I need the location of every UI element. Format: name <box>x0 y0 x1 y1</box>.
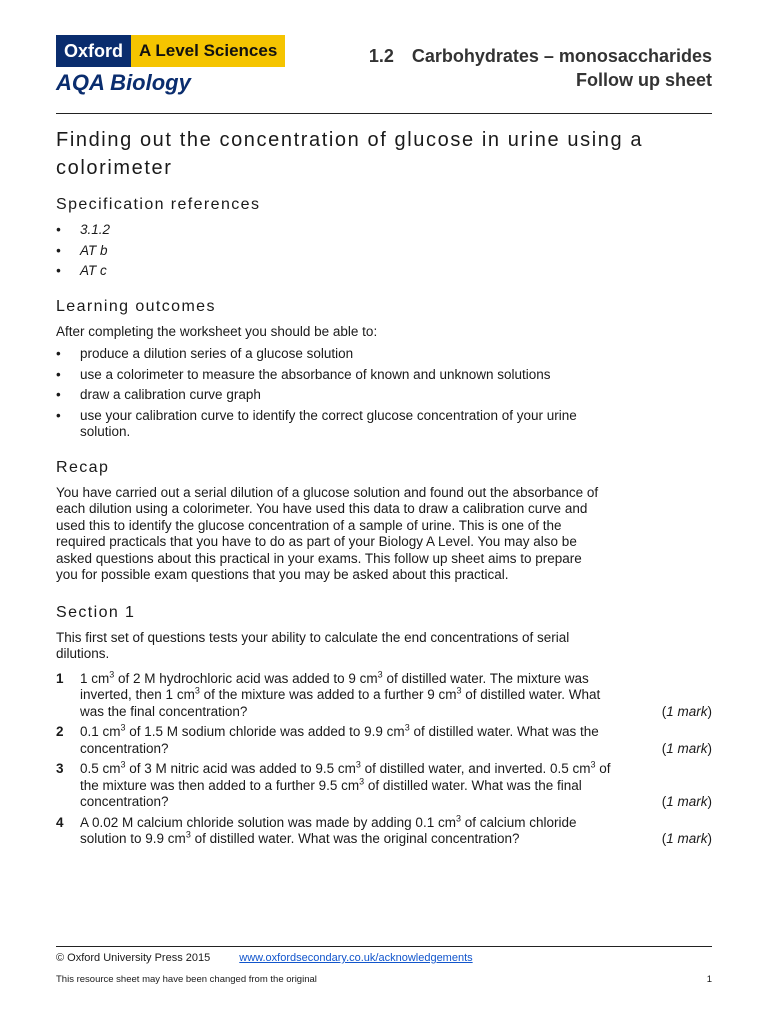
recap-heading: Recap <box>56 458 110 476</box>
logo-a-level-sciences: A Level Sciences <box>131 35 285 67</box>
question-mark: (1 mark) <box>661 831 712 846</box>
footer-copyright-row <box>56 952 712 964</box>
question-number: 1 <box>56 670 64 686</box>
logo-oxford: Oxford <box>56 35 131 67</box>
topic-title: Carbohydrates – monosaccharides <box>411 46 712 66</box>
footer-divider <box>56 946 712 947</box>
copyright-text: © Oxford University Press 2015 <box>56 952 211 964</box>
question-text: A 0.02 M calcium chloride solution was made by adding 0.1 $cm^3$ of calcium chloride solution to 9.9 $cm^3$ of distilled water. What was the original concentration? <box>80 813 577 846</box>
spec-list <box>56 222 712 280</box>
question-list <box>56 671 712 848</box>
question-mark: (1 mark) <box>661 703 712 719</box>
outcomes-intro: After completing the worksheet you should be able to: <box>56 323 378 339</box>
question-item <box>56 815 712 848</box>
question-number: 3 <box>56 761 64 776</box>
outcomes-heading: Learning outcomes <box>56 297 216 315</box>
section1-intro: This first set of questions tests your ability to calculate the end concentrations of serial dilutions. <box>56 629 570 661</box>
question-item <box>56 761 712 811</box>
outcome-item: • use a colorimeter to measure the absorbance of known and unknown solutions <box>56 367 712 384</box>
spec-item: • AT b <box>56 243 712 260</box>
spec-heading: Specification references <box>56 196 261 213</box>
page-title: Finding out the concentration of glucose in urine using a colorimeter <box>56 129 644 179</box>
spec-item: • 3.1.2 <box>56 222 712 239</box>
recap-text: You have carried out a serial dilution of a glucose solution and found out the absorbance of each dilution using a colorimeter. You have used this data to draw a calibration curve and used this to identify the glucose concentration of a sample of urine. This is one of the required practicals that you have to do as part of your Biology A Level. You may also be asked questions about this practical in your exams. This follow up sheet aims to prepare you for possible exam questions that you may be asked about this practical. <box>56 484 599 582</box>
subject-title: AQA Biology <box>56 70 191 95</box>
footer-note-row <box>56 974 712 985</box>
footer-note: This resource sheet may have been changed from the original <box>56 974 317 985</box>
topic-number: 1.2 <box>368 46 394 66</box>
sheet-type: Follow up sheet <box>575 70 712 90</box>
question-text: 0.5 $cm^3$ of 3 M nitric acid was added to 9.5 $cm^3$ of distilled water, and inverted. 0.5 $cm^3$ of the mixture was then added to a further 9.5 $cm^3$ of distilled water. What was the final concentration? <box>80 759 611 809</box>
outcomes-list <box>56 346 712 441</box>
question-number: 4 <box>56 814 64 830</box>
spec-item: • AT c <box>56 263 712 280</box>
question-text: 0.1 $cm^3$ of 1.5 M sodium chloride was added to 9.9 $cm^3$ of distilled water. What was the concentration? <box>80 722 599 756</box>
section1-heading: Section 1 <box>56 603 136 621</box>
question-mark: (1 mark) <box>661 740 712 756</box>
topic-header <box>369 44 712 92</box>
acknowledgements-link[interactable]: www.oxfordsecondary.co.uk/acknowledgements <box>239 952 473 964</box>
outcome-item: • produce a dilution series of a glucose solution <box>56 346 712 363</box>
question-item <box>56 724 712 757</box>
question-number: 2 <box>56 724 64 739</box>
header-divider <box>56 113 712 114</box>
page-number: 1 <box>706 974 712 985</box>
oxford-logo <box>56 35 285 67</box>
question-text: 1 $cm^3$ of 2 M hydrochloric acid was added to 9 $cm^3$ of distilled water. The mixture was inverted, then 1 $cm^3$ of the mixture was added to a further 9 $cm^3$ of distilled water. What was the final concentration? <box>80 669 601 719</box>
outcome-item: • use your calibration curve to identify the correct glucose concentration of your urine solution. <box>56 408 600 441</box>
question-item <box>56 671 712 721</box>
outcome-item: • draw a calibration curve graph <box>56 387 712 404</box>
question-mark: (1 mark) <box>661 794 712 809</box>
document-body <box>56 126 712 852</box>
